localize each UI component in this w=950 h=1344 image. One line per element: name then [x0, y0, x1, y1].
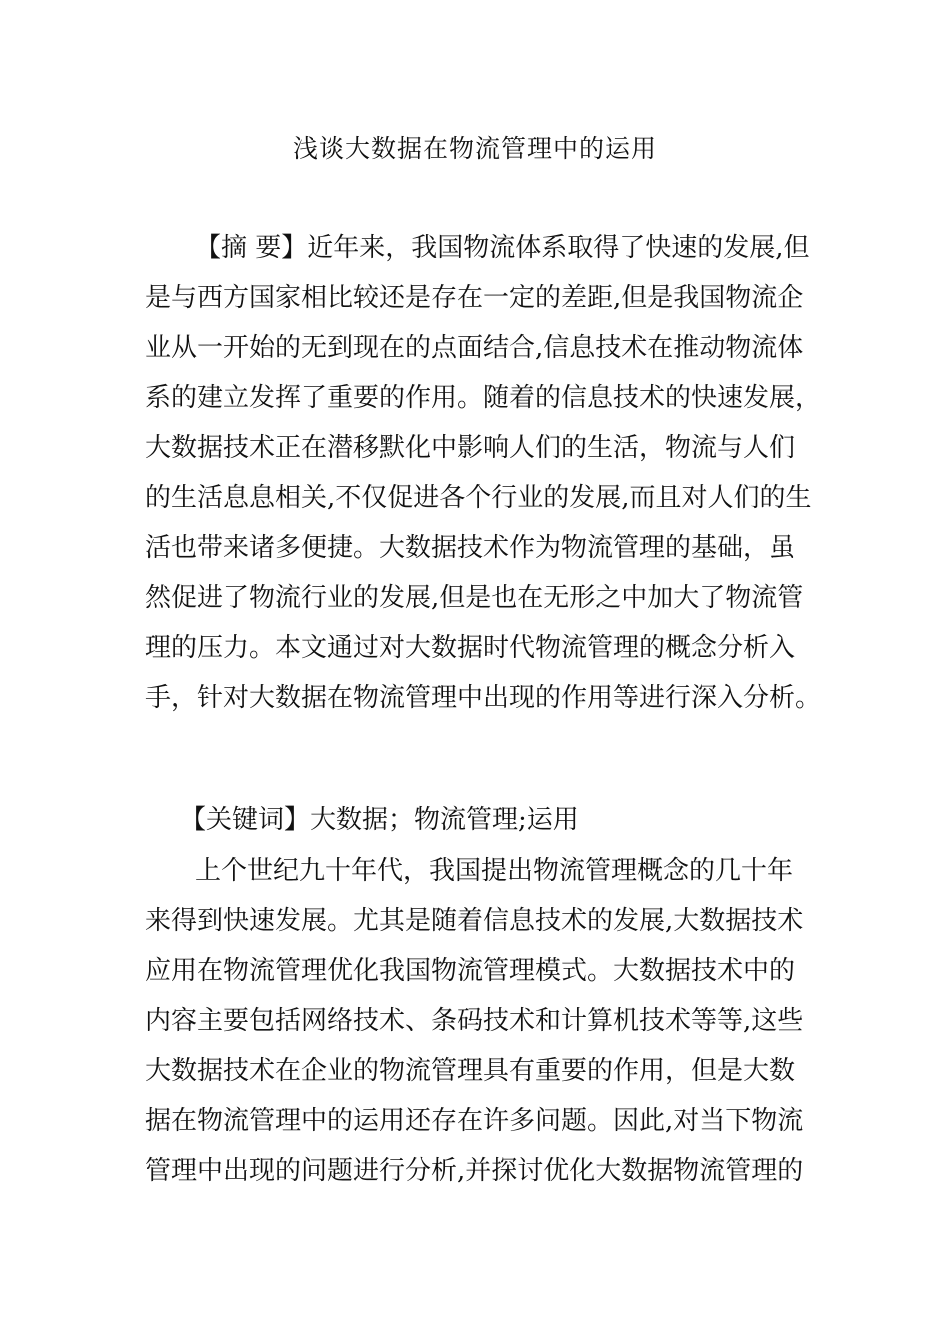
abstract-line: 活也带来诸多便捷。大数据技术作为物流管理的基础，虽 — [145, 533, 796, 563]
abstract-line: 手，针对大数据在物流管理中出现的作用等进行深入分析。 — [145, 683, 822, 713]
body-line: 应用在物流管理优化我国物流管理模式。大数据技术中的 — [145, 956, 796, 986]
abstract-line: 【摘 要】近年来，我国物流体系取得了快速的发展,但 — [195, 233, 810, 263]
document-title: 浅谈大数据在物流管理中的运用 — [292, 134, 657, 163]
body-line: 大数据技术在企业的物流管理具有重要的作用，但是大数 — [145, 1056, 796, 1086]
abstract-line: 业从一开始的无到现在的点面结合,信息技术在推动物流体 — [145, 333, 804, 363]
abstract-line: 的生活息息相关,不仅促进各个行业的发展,而且对人们的生 — [145, 483, 812, 513]
abstract-line: 理的压力。本文通过对大数据时代物流管理的概念分析入 — [145, 633, 796, 663]
abstract-line: 是与西方国家相比较还是存在一定的差距,但是我国物流企 — [145, 283, 804, 313]
body-line: 内容主要包括网络技术、条码技术和计算机技术等等,这些 — [145, 1006, 804, 1036]
abstract-line: 然促进了物流行业的发展,但是也在无形之中加大了物流管 — [145, 583, 804, 613]
body-line: 管理中出现的问题进行分析,并探讨优化大数据物流管理的 — [145, 1156, 804, 1186]
body-line: 上个世纪九十年代，我国提出物流管理概念的几十年 — [195, 856, 794, 886]
abstract-line: 大数据技术正在潜移默化中影响人们的生活，物流与人们 — [145, 433, 796, 463]
abstract-line: 系的建立发挥了重要的作用。随着的信息技术的快速发展， — [145, 383, 822, 413]
keywords-line: 【关键词】大数据；物流管理;运用 — [180, 805, 579, 835]
body-line: 据在物流管理中的运用还存在许多问题。因此,对当下物流 — [145, 1106, 804, 1136]
body-line: 来得到快速发展。尤其是随着信息技术的发展,大数据技术 — [145, 906, 804, 936]
